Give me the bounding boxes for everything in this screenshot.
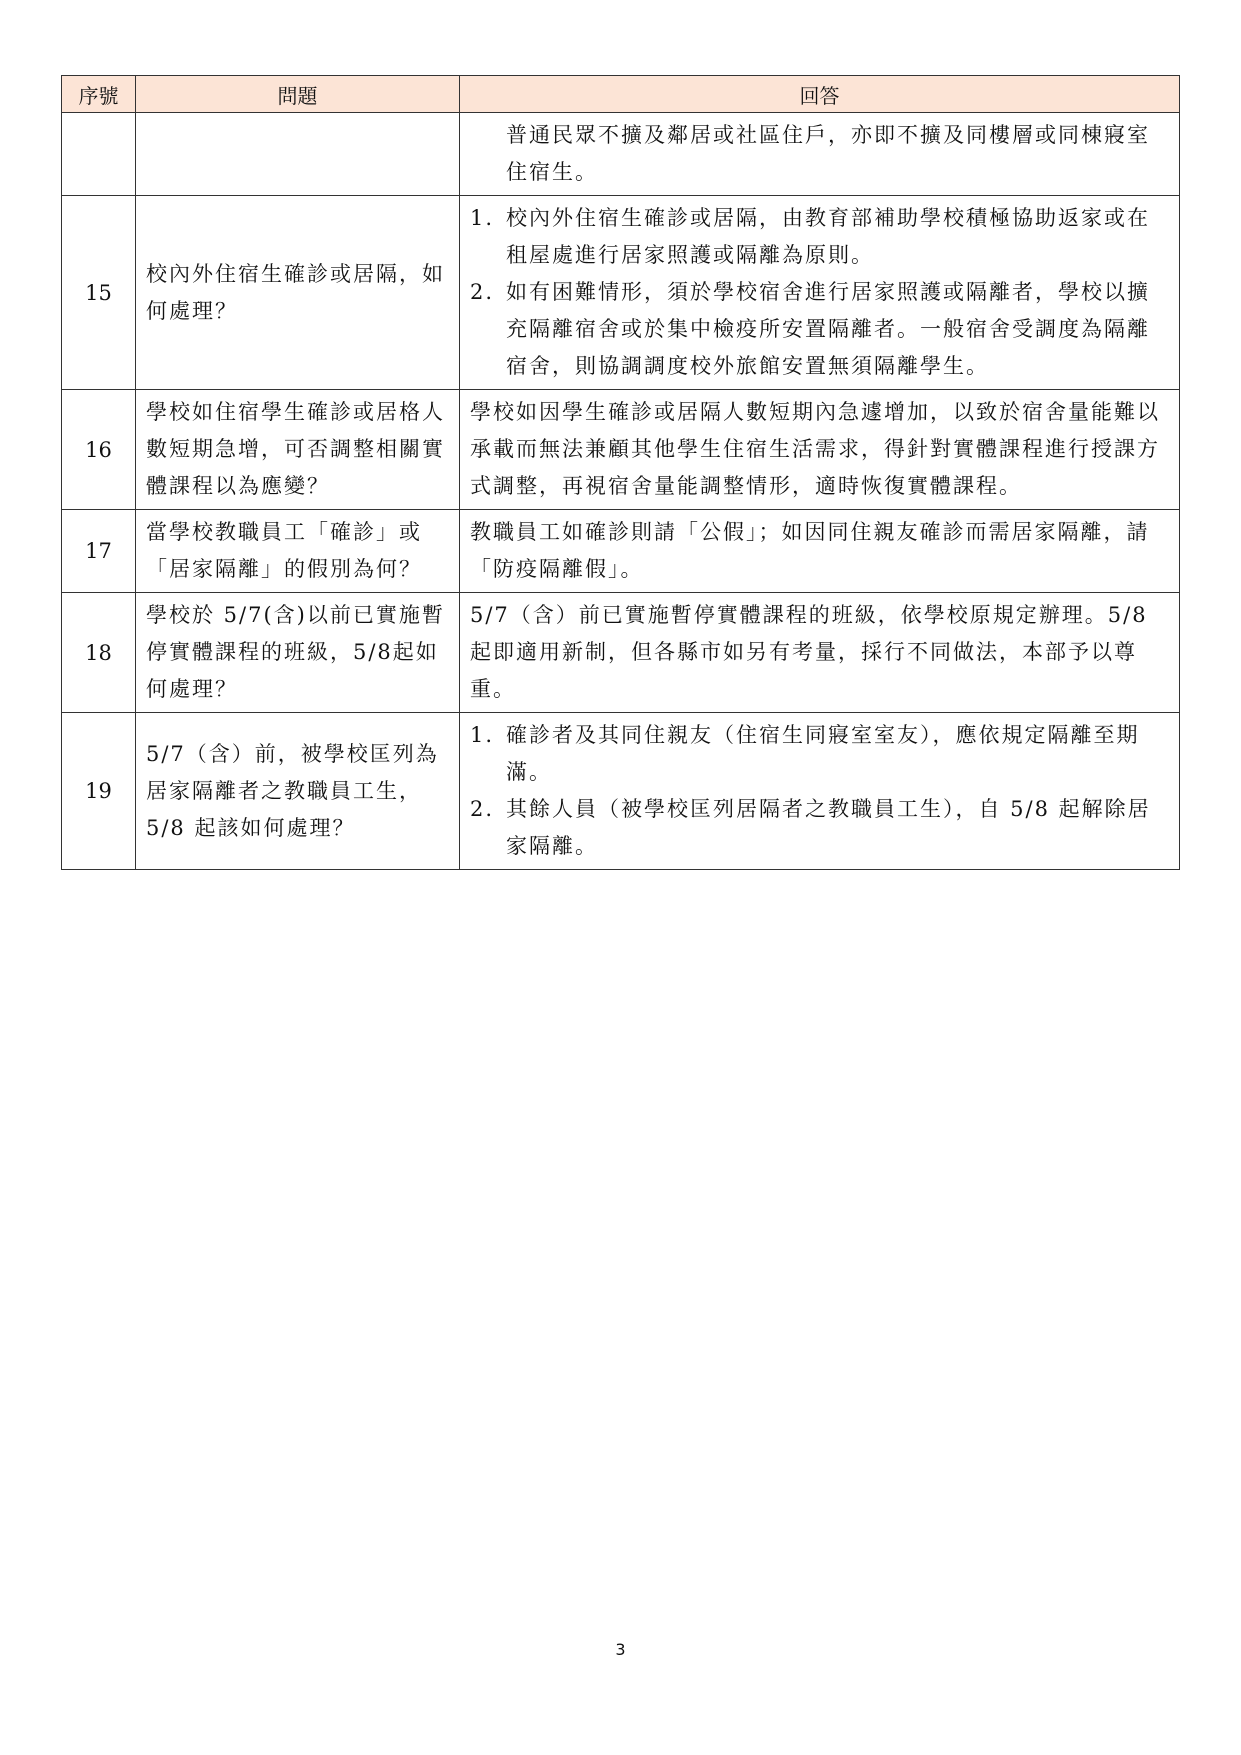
row-question: 校內外住宿生確診或居隔，如何處理？ xyxy=(136,196,460,390)
answer-list-item xyxy=(470,717,1171,791)
page-number: 3 xyxy=(615,1640,626,1659)
list-item-number: 1. xyxy=(470,723,495,747)
row-number: 17 xyxy=(62,510,136,593)
row-number: 16 xyxy=(62,390,136,510)
row-answer xyxy=(460,713,1180,870)
table-row xyxy=(62,510,1180,593)
list-item-text: 確診者及其同住親友（住宿生同寢室室友），應依規定隔離至期滿。 xyxy=(506,723,1140,784)
list-item-number: 2. xyxy=(470,280,495,304)
row-answer xyxy=(460,113,1180,196)
row-number: 18 xyxy=(62,593,136,713)
row-answer xyxy=(460,196,1180,390)
header-question: 問題 xyxy=(136,76,460,113)
row-number: 19 xyxy=(62,713,136,870)
table-row xyxy=(62,593,1180,713)
row-answer: 5/7（含）前已實施暫停實體課程的班級，依學校原規定辦理。5/8 起即適用新制，但各縣市如另有考量，採行不同做法，本部予以尊重。 xyxy=(460,593,1180,713)
row-answer: 教職員工如確診則請「公假」；如因同住親友確診而需居家隔離，請「防疫隔離假」。 xyxy=(460,510,1180,593)
row-question: 學校於 5/7(含)以前已實施暫停實體課程的班級，5/8起如何處理？ xyxy=(136,593,460,713)
table-row xyxy=(62,113,1180,196)
list-item-text: 其餘人員（被學校匡列居隔者之教職員工生），自 5/8 起解除居家隔離。 xyxy=(506,797,1151,858)
list-item-text: 校內外住宿生確診或居隔，由教育部補助學校積極協助返家或在租屋處進行居家照護或隔離為原則。 xyxy=(506,206,1150,267)
row-answer: 學校如因學生確診或居隔人數短期內急遽增加，以致於宿舍量能難以承載而無法兼顧其他學生住宿生活需求，得針對實體課程進行授課方式調整，再視宿舍量能調整情形，適時恢復實體課程。 xyxy=(460,390,1180,510)
answer-list-item xyxy=(470,200,1171,274)
answer-list-item xyxy=(470,274,1171,385)
table-row xyxy=(62,390,1180,510)
table-row xyxy=(62,196,1180,390)
header-number: 序號 xyxy=(62,76,136,113)
row-number: 15 xyxy=(62,196,136,390)
answer-list-item xyxy=(470,791,1171,865)
header-answer: 回答 xyxy=(460,76,1180,113)
list-item-number: 2. xyxy=(470,797,495,821)
row-number xyxy=(62,113,136,196)
row-question xyxy=(136,113,460,196)
list-item-number: 1. xyxy=(470,206,495,230)
row-question: 5/7（含）前，被學校匡列為居家隔離者之教職員工生，5/8 起該如何處理？ xyxy=(136,713,460,870)
faq-table xyxy=(61,75,1180,870)
answer-text: 普通民眾不擴及鄰居或社區住戶，亦即不擴及同樓層或同棟寢室住宿生。 xyxy=(506,123,1150,184)
table-header-row xyxy=(62,76,1180,113)
list-item-text: 如有困難情形，須於學校宿舍進行居家照護或隔離者，學校以擴充隔離宿舍或於集中檢疫所安置隔離者。一般宿舍受調度為隔離宿舍，則協調調度校外旅館安置無須隔離學生。 xyxy=(506,280,1150,378)
table-row xyxy=(62,713,1180,870)
row-question: 當學校教職員工「確診」或「居家隔離」的假別為何？ xyxy=(136,510,460,593)
row-question: 學校如住宿學生確診或居格人數短期急增，可否調整相關實體課程以為應變？ xyxy=(136,390,460,510)
